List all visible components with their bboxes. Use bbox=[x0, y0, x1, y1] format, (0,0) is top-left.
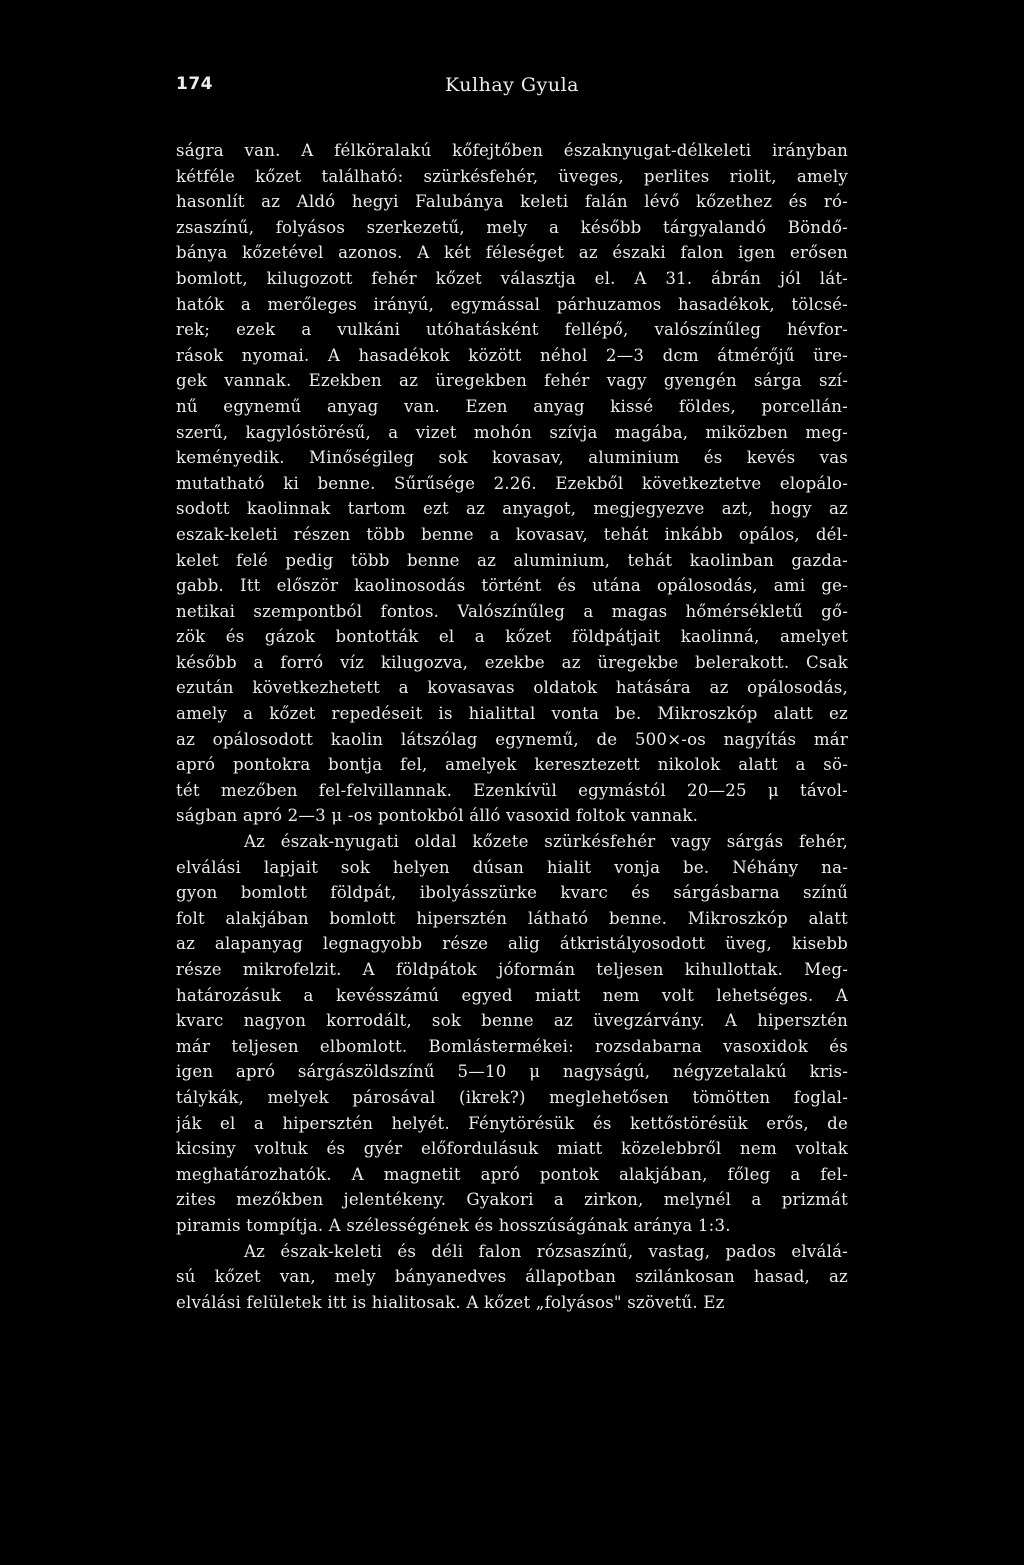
text-line: bánya kőzetével azonos. A két féleséget az északi falon igen erősen bbox=[176, 243, 848, 263]
text-line: zsaszínű, folyásos szerkezetű, mely a később tárgyalandó Böndő- bbox=[176, 217, 848, 237]
text-line: meghatározhatók. A magnetit apró pontok alakjában, főleg a fel- bbox=[176, 1164, 848, 1184]
text-line: hatók a merőleges irányú, egymással párhuzamos hasadékok, tölcsé- bbox=[176, 294, 848, 314]
text-line: kicsiny voltuk és gyér előfordulásuk miatt közelebbről nem voltak bbox=[176, 1139, 848, 1159]
paragraph bbox=[176, 138, 848, 829]
text-line: rek; ezek a vulkáni utóhatásként fellépő, valószínűleg hévfor- bbox=[176, 320, 848, 340]
text-line: gek vannak. Ezekben az üregekben fehér vagy gyengén sárga szí- bbox=[176, 371, 848, 391]
text-line: apró pontokra bontja fel, amelyek keresztezett nikolok alatt a sö- bbox=[176, 755, 848, 775]
text-line: ezután következhetett a kovasavas oldatok hatására az opálosodás, bbox=[176, 678, 848, 698]
text-line: rások nyomai. A hasadékok között néhol 2—3 dcm átmérőjű üre- bbox=[176, 345, 848, 365]
text-line: zök és gázok bontották el a kőzet földpátjait kaolinná, amelyet bbox=[176, 627, 848, 647]
text-line: gabb. Itt először kaolinosodás történt és utána opálosodás, ami ge- bbox=[176, 576, 848, 596]
text-line: tálykák, melyek párosával (ikrek?) meglehetősen tömötten foglal- bbox=[176, 1087, 848, 1107]
text-line: keményedik. Minőségileg sok kovasav, aluminium és kevés vas bbox=[176, 448, 848, 468]
text-line: sodott kaolinnak tartom ezt az anyagot, megjegyezve azt, hogy az bbox=[176, 499, 848, 519]
text-line: gyon bomlott földpát, ibolyásszürke kvarc és sárgásbarna színű bbox=[176, 883, 848, 903]
running-head: Kulhay Gyula bbox=[445, 74, 579, 96]
text-line: elválási lapjait sok helyen dúsan hialit vonja be. Néhány na- bbox=[176, 857, 848, 877]
text-line: bomlott, kilugozott fehér kőzet választja el. A 31. ábrán jól lát- bbox=[176, 268, 848, 288]
text-line: ják el a hipersztén helyét. Fénytörésük és kettőstörésük erős, de bbox=[176, 1113, 848, 1133]
text-line: igen apró sárgászöldszínű 5—10 μ nagyságú, négyzetalakú kris- bbox=[176, 1062, 848, 1082]
text-line: ságban apró 2—3 μ -os pontokból álló vasoxid foltok vannak. bbox=[176, 806, 699, 826]
text-line: zites mezőkben jelentékeny. Gyakori a zirkon, melynél a prizmát bbox=[176, 1190, 848, 1210]
text-line: netikai szempontból fontos. Valószínűleg a magas hőmérsékletű gő- bbox=[176, 601, 848, 621]
text-line: hasonlít az Aldó hegyi Falubánya keleti falán lévő kőzethez és ró- bbox=[176, 192, 848, 212]
text-line: határozásuk a kevésszámú egyed miatt nem volt lehetséges. A bbox=[176, 985, 848, 1005]
page-number: 174 bbox=[176, 74, 213, 94]
text-line: tét mezőben fel-felvillannak. Ezenkívül egymástól 20—25 μ távol- bbox=[176, 780, 848, 800]
text-line: eszak-keleti részen több benne a kovasav, tehát inkább opálos, dél- bbox=[176, 524, 848, 544]
text-line: az alapanyag legnagyobb része alig átkristályosodott üveg, kisebb bbox=[176, 934, 848, 954]
text-line: Az észak-nyugati oldal kőzete szürkésfehér vagy sárgás fehér, bbox=[244, 832, 848, 852]
text-line: ságra van. A félköralakú kőfejtőben északnyugat-délkeleti irányban bbox=[176, 141, 848, 160]
text-line: szerű, kagylóstörésű, a vizet mohón szívja magába, miközben meg- bbox=[176, 422, 848, 442]
text-line: mutatható ki benne. Sűrűsége 2.26. Ezekből következtetve elopálo- bbox=[176, 473, 848, 493]
paragraph bbox=[176, 829, 848, 1239]
page-header bbox=[176, 74, 848, 104]
text-line: nű egynemű anyag van. Ezen anyag kissé földes, porcellán- bbox=[176, 396, 848, 416]
text-line: kétféle kőzet található: szürkésfehér, üveges, perlites riolit, amely bbox=[176, 166, 848, 186]
text-line: Az észak-keleti és déli falon rózsaszínű, vastag, pados elválá- bbox=[244, 1241, 848, 1261]
text-line: később a forró víz kilugozva, ezekbe az üregekbe belerakott. Csak bbox=[176, 652, 848, 672]
text-line: amely a kőzet repedéseit is hialittal vonta be. Mikroszkóp alatt ez bbox=[176, 704, 848, 724]
text-line: kelet felé pedig több benne az aluminium, tehát kaolinban gazda- bbox=[176, 550, 848, 570]
body-text bbox=[176, 138, 848, 1315]
text-line: piramis tompítja. A szélességének és hosszúságának aránya 1:3. bbox=[176, 1215, 731, 1235]
text-line: része mikrofelzit. A földpátok jóformán teljesen kihullottak. Meg- bbox=[176, 960, 848, 979]
text-line: kvarc nagyon korrodált, sok benne az üvegzárvány. A hipersztén bbox=[176, 1011, 848, 1031]
text-line: már teljesen elbomlott. Bomlástermékei: rozsdabarna vasoxidok és bbox=[176, 1036, 848, 1056]
text-line: folt alakjában bomlott hipersztén látható benne. Mikroszkóp alatt bbox=[176, 908, 848, 928]
paragraph bbox=[176, 1239, 848, 1316]
text-line: az opálosodott kaolin látszólag egynemű, de 500×-os nagyítás már bbox=[176, 729, 848, 749]
text-line: elválási felületek itt is hialitosak. A kőzet „folyásos" szövetű. Ez bbox=[176, 1292, 725, 1312]
text-line: sú kőzet van, mely bányanedves állapotban szilánkosan hasad, az bbox=[176, 1267, 848, 1287]
